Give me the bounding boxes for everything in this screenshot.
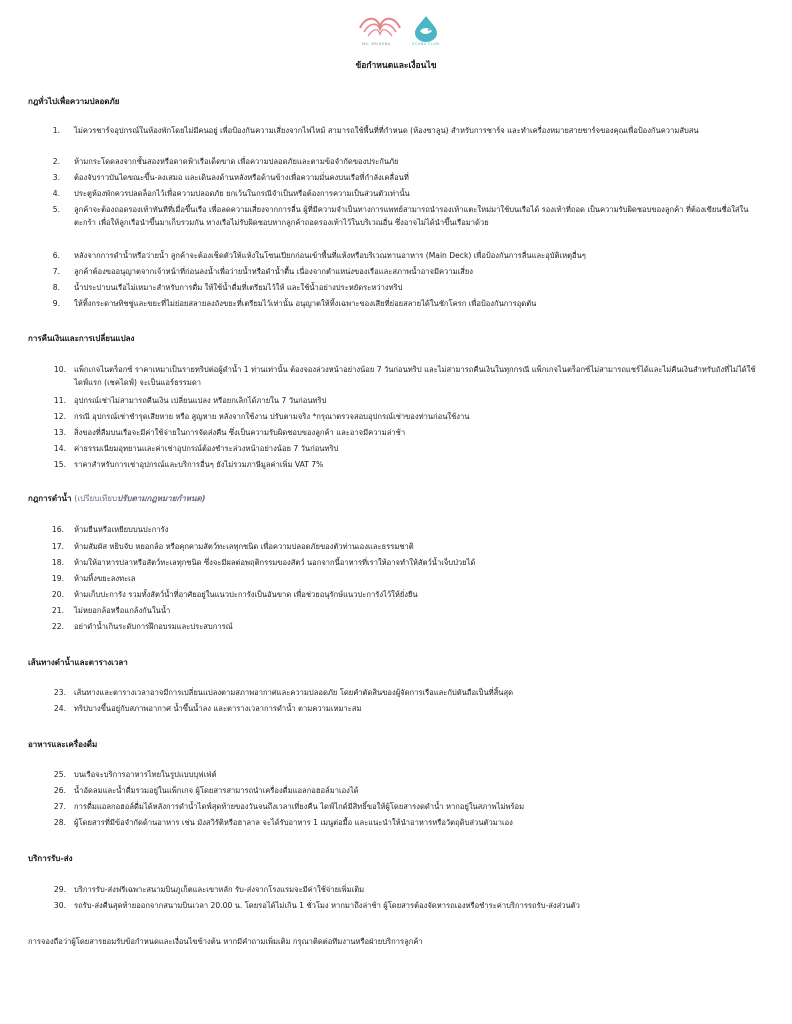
item-text: กรณี อุปกรณ์เช่าชำรุดเสียหาย หรือ สูญหาย หลังจากใช้งาน ปรับตามจริง *กรุณาตรวจสอบอุปกรณ์เช่าของท่านก่อนใช้งาน	[74, 412, 470, 421]
item-number: 20.	[51, 590, 64, 599]
item-number: 6.	[52, 251, 60, 260]
item-text: ให้ทิ้งกระดาษทิชชู่และขยะที่ไม่ย่อยสลายลงถังขยะที่เตรียมไว้เท่านั้น อนุญาตให้ทิ้งเฉพาะของเสียที่ย่อยสลายได้ในชักโครก เพื่อป้องกันการอุดตัน	[74, 299, 537, 308]
item-number: 2.	[52, 157, 60, 166]
item-number: 3.	[52, 173, 60, 182]
section-title-food: อาหารและเครื่องดื่ม	[28, 740, 98, 749]
item-number: 30.	[53, 901, 66, 910]
section-title-transfer: บริการรับ-ส่ง	[28, 854, 73, 863]
item-number: 19.	[51, 574, 64, 583]
item-text: ห้ามยืนหรือเหยียบบนปะการัง	[74, 525, 169, 534]
diving-rules-note: (เปรียบเทียบ	[74, 494, 118, 503]
item-number: 11.	[53, 396, 66, 405]
item-text: ประตูห้องพักควรปลดล็อกไว้เพื่อความปลอดภัย ยกเว้นในกรณีจำเป็นหรือต้องการความเป็นส่วนตัวเท่านั้น	[74, 189, 410, 198]
item-text: ห้ามกระโดดลงจากชั้นสองหรือดาดฟ้าเรือเด็ดขาด เพื่อความปลอดภัยและตามข้อจำกัดของประกันภัย	[74, 157, 399, 166]
item-number: 9.	[52, 299, 60, 308]
item-number: 10.	[53, 365, 66, 374]
footer-note: การจองถือว่าผู้โดยสารยอมรับข้อกำหนดและเงื่อนไขข้างต้น หากมีคำถามเพิ่มเติม กรุณาติดต่อทีมงานหรือฝ่ายบริการลูกค้า	[28, 937, 423, 946]
item-text: หลังจากการดำน้ำหรือว่ายน้ำ ลูกค้าจะต้องเช็ดตัวให้แห้งในโซนเปียกก่อนเข้าพื้นที่แห้งหรือบริเวณทานอาหาร (Main Deck) เพื่อป้องกันการลื่นและอุบัติเหตุอื่นๆ	[74, 251, 586, 260]
item-number: 16.	[51, 525, 64, 534]
item-text: ค่าธรรมเนียมอุทยานและค่าเช่าอุปกรณ์ต้องชำระล่วงหน้าอย่างน้อย 7 วันก่อนทริป	[74, 444, 339, 453]
item-text: บริการรับ-ส่งฟรีเฉพาะสนามบินภูเก็ตและเขาหลัก รับ-ส่งจากโรงแรมจะมีค่าใช้จ่ายเพิ่มเติม	[74, 885, 365, 894]
item-text: อย่าดำน้ำเกินระดับการฝึกอบรมและประสบการณ์	[74, 622, 233, 631]
item-number: 25.	[53, 770, 66, 779]
item-text: ไม่ควรชาร์จอุปกรณ์ในห้องพักโดยไม่มีคนอยู่ เพื่อป้องกันความเสี่ยงจากไฟไหม้ สามารถใช้พื้นที่ที่กำหนด (ห้องซาลูน) สำหรับการชาร์จ และทำเครื่องหมายสายชาร์จของคุณเพื่อป้องกันความสับสน	[74, 126, 699, 135]
item-number: 27.	[53, 802, 66, 811]
item-text: ทริปบางขึ้นอยู่กับสภาพอากาศ น้ำขึ้นน้ำลง และตารางเวลาการดำน้ำ ตามความเหมาะสม	[74, 704, 362, 713]
item-text: ลูกค้าจะต้องถอดรองเท้าทันทีที่เมื่อขึ้นเรือ เพื่อลดความเสี่ยงจากการลื่น ผู้ที่มีความจำเป็นทางการแพทย์สามารถนำรองเท้าแตะใหม่มาใช้บนเรือได้ รองเท้าที่ถอด เป็นความรับผิดชอบของลูกค้า ที่ต้องเขียนชื่อใส่ในตะกร้า เพื่อให้ลูกเรือนำขึ้นมาเก็บรวมกัน ทางเรือไม่รับผิดชอบหากลูกค้าถอดรองเท้าไว้ในบริเวณอื่น ซึ่งอาจไม่ได้นำขึ้นเรือมาด้วย	[74, 205, 749, 227]
ms-krishna-logo	[356, 14, 404, 50]
section-title-diving-rules	[28, 492, 205, 505]
item-text: ต้องจับราวบันไดขณะขึ้น-ลงเสมอ และเดินลงด้านหลังหรือด้านข้างเพื่อความมั่นคงบนเรือที่กำลังเคลื่อนที่	[74, 173, 409, 182]
item-text: ผู้โดยสารที่มีข้อจำกัดด้านอาหาร เช่น มังสวิรัติหรือฮาลาล จะได้รับอาหาร 1 เมนูต่อมื้อ และแนะนำให้นำอาหารหรือวัตถุดิบส่วนตัวมาเอง	[74, 818, 513, 827]
document-title: ข้อกำหนดและเงื่อนไข	[355, 61, 437, 71]
item-number: 13.	[53, 428, 66, 437]
diving-rules-note-emphasis: ปรับตามกฎหมายกำหนด)	[117, 494, 206, 503]
diving-rules-title: กฎการดำน้ำ	[28, 494, 72, 503]
item-text: ราคาสำหรับการเช่าอุปกรณ์และบริการอื่นๆ ยังไม่รวมภาษีมูลค่าเพิ่ม VAT 7%	[74, 460, 324, 469]
section-title-general-safety: กฎทั่วไปเพื่อความปลอดภัย	[28, 97, 120, 106]
item-number: 23.	[53, 688, 66, 697]
item-text: น้ำประปาบนเรือไม่เหมาะสำหรับการดื่ม ให้ใช้น้ำดื่มที่เตรียมไว้ให้ และใช้น้ำอย่างประหยัดระหว่างทริป	[74, 283, 403, 292]
item-number: 1.	[52, 126, 60, 135]
item-text: บนเรือจะบริการอาหารไทยในรูปแบบบุฟเฟ่ต์	[74, 770, 217, 779]
item-number: 29.	[53, 885, 66, 894]
item-number: 18.	[51, 558, 64, 567]
right-logo-text: SCUBA CLUB	[412, 42, 440, 46]
item-number: 14.	[53, 444, 66, 453]
item-number: 21.	[51, 606, 64, 615]
item-text: รถรับ-ส่งคืนสุดท้ายออกจากสนามบินเวลา 20.00 น. โดยรอได้ไม่เกิน 1 ชั่วโมง หากมาถึงล่าช้า ผู้โดยสารต้องจัดหารถเองหรือชำระค่าบริการรถรับ-ส่งส่วนตัว	[74, 901, 580, 910]
item-text: ห้ามสัมผัส หยิบจับ หยอกล้อ หรือคุกคามสัตว์ทะเลทุกชนิด เพื่อความปลอดภัยของตัวท่านเองและธรรมชาติ	[74, 542, 414, 551]
item-number: 12.	[53, 412, 66, 421]
item-text: ห้ามเก็บปะการัง รวมทั้งสัตว์น้ำที่อาศัยอยู่ในแนวปะการังเป็นอันขาด เพื่อช่วยอนุรักษ์แนวปะการังไว้ให้ยั่งยืน	[74, 590, 418, 599]
item-number: 17.	[51, 542, 64, 551]
section-title-routes: เส้นทางดำน้ำและตารางเวลา	[28, 658, 128, 667]
left-logo-text: MS. KRISHNA	[362, 42, 391, 46]
item-text: ห้ามทิ้งขยะลงทะเล	[74, 574, 136, 583]
item-number: 15.	[53, 460, 66, 469]
item-text: สิ่งของที่ลืมบนเรือจะมีค่าใช้จ่ายในการจัดส่งคืน ซึ่งเป็นความรับผิดชอบของลูกค้า และอาจมีความล่าช้า	[74, 428, 406, 437]
item-number: 26.	[53, 786, 66, 795]
logo-area	[0, 14, 792, 50]
item-text: เส้นทางและตารางเวลาอาจมีการเปลี่ยนแปลงตามสภาพอากาศและความปลอดภัย โดยคำตัดสินของผู้จัดการเรือและกัปตันถือเป็นที่สิ้นสุด	[74, 688, 514, 697]
item-number: 22.	[51, 622, 64, 631]
item-number: 28.	[53, 818, 66, 827]
item-text: ไม่หยอกล้อหรือแกล้งกันในน้ำ	[74, 606, 171, 615]
item-text: น้ำอัดลมและน้ำดื่มรวมอยู่ในแพ็กเกจ ผู้โดยสารสามารถนำเครื่องดื่มแอลกอฮอล์มาเองได้	[74, 786, 359, 795]
item-number: 8.	[52, 283, 60, 292]
item-text: ลูกค้าต้องขออนุญาตจากเจ้าหน้าที่ก่อนลงน้ำเพื่อว่ายน้ำหรือดำน้ำตื้น เนื่องจากตำแหน่งของเรือและสภาพน้ำอาจมีความเสี่ยง	[74, 267, 473, 276]
scuba-club-logo	[412, 14, 440, 50]
item-text: การดื่มแอลกอฮอล์ดื่มได้หลังการดำน้ำไดฟ์สุดท้ายของวันจนถึงเวลาเที่ยงคืน ไดฟ์ไกด์มีสิทธิ์ขอให้ผู้โดยสารงดดำน้ำ หากอยู่ในสภาพไม่พร้อม	[74, 802, 525, 811]
item-number: 4.	[52, 189, 60, 198]
item-number: 7.	[52, 267, 60, 276]
section-title-refunds: การคืนเงินและการเปลี่ยนแปลง	[28, 334, 135, 343]
item-number: 24.	[53, 704, 66, 713]
item-number: 5.	[52, 205, 60, 214]
item-text: แพ็กเกจไนตร็อกซ์ ราคาเหมาเป็นรายทริปต่อผู้ดำน้ำ 1 ท่านเท่านั้น ต้องจองล่วงหน้าอย่างน้อย 7 วันก่อนทริป และไม่สามารถคืนเงินในทุกกรณี แพ็กเกจไนตร็อกซ์ไม่สามารถแชร์ได้และไม่คืนเงินสำหรับถังที่ไม่ได้ใช้ ไดฟ์แรก (เชคไดฟ์) จะเป็นแอร์ธรรมดา	[74, 365, 756, 387]
item-text: อุปกรณ์เช่าไม่สามารถคืนเงิน เปลี่ยนแปลง หรือยกเลิกได้ภายใน 7 วันก่อนทริป	[74, 396, 327, 405]
item-text: ห้ามให้อาหารปลาหรือสัตว์ทะเลทุกชนิด ซึ่งจะมีผลต่อพฤติกรรมของสัตว์ นอกจากนี้อาหารที่เราให้อาจทำให้สัตว์น้ำเจ็บป่วยได้	[74, 558, 476, 567]
